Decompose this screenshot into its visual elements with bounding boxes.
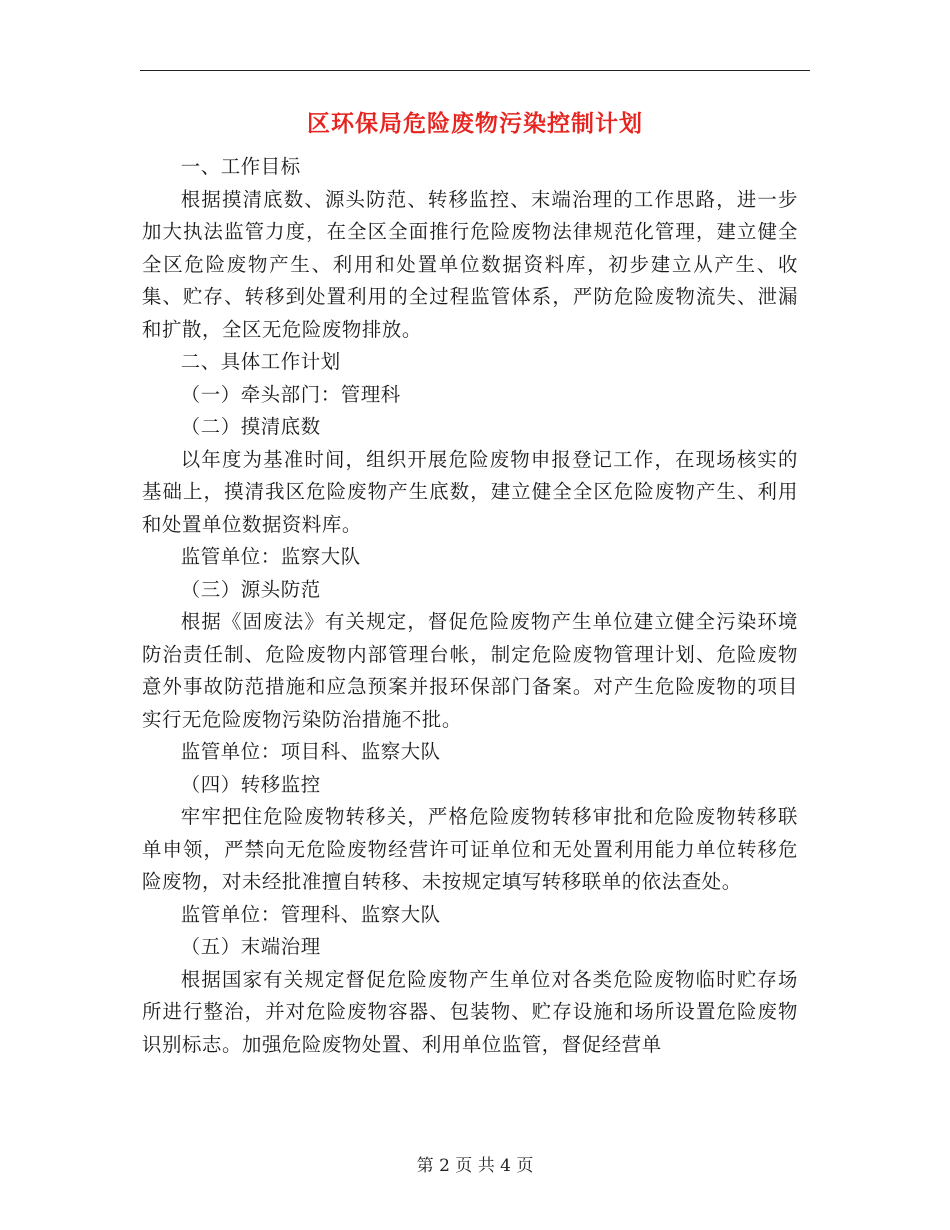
page-number-footer: 第 2 页 共 4 页 xyxy=(416,1156,534,1176)
body-paragraph: 根据摸清底数、源头防范、转移监控、末端治理的工作思路，进一步加大执法监管力度，在全区全面推行危险废物法律规范化管理，建立健全全区危险废物产生、利用和处置单位数据资料库，初步建立从产生、收集、贮存、转移到处置利用的全过程监管体系，严防危险废物流失、泄漏和扩散，全区无危险废物排放。 xyxy=(142,187,798,341)
section-heading-plan: 二、具体工作计划 xyxy=(180,350,341,373)
subsection-lead-department: （一）牵头部门：管理科 xyxy=(180,382,401,406)
body-paragraph: 以年度为基准时间，组织开展危险废物申报登记工作，在现场核实的基础上，摸清我区危险废物产生底数，建立健全全区危险废物产生、利用和处置单位数据资料库。 xyxy=(142,447,798,536)
subsection-heading: （四）转移监控 xyxy=(180,772,321,796)
subsection-heading: （二）摸清底数 xyxy=(180,415,321,438)
supervising-unit: 监管单位：管理科、监察大队 xyxy=(180,902,441,926)
body-paragraph: 根据国家有关规定督促危险废物产生单位对各类危险废物临时贮存场所进行整治，并对危险废物容器、包装物、贮存设施和场所设置危险废物识别标志。加强危险废物处置、利用单位监管，督促经营单 xyxy=(142,967,798,1056)
header-rule xyxy=(140,70,810,71)
supervising-unit: 监管单位：项目科、监察大队 xyxy=(180,740,441,763)
body-paragraph: 牢牢把住危险废物转移关，严格危险废物转移审批和危险废物转移联单申领，严禁向无危险废物经营许可证单位和无处置利用能力单位转移危险废物，对未经批准擅自转移、未按规定填写转移联单的依法查处。 xyxy=(142,805,798,893)
subsection-heading: （五）末端治理 xyxy=(180,935,321,958)
supervising-unit: 监管单位：监察大队 xyxy=(180,545,361,568)
subsection-heading: （三）源头防范 xyxy=(180,577,321,601)
document-title: 区环保局危险废物污染控制计划 xyxy=(307,110,643,137)
body-paragraph: 根据《固废法》有关规定，督促危险废物产生单位建立健全污染环境防治责任制、危险废物内部管理台帐，制定危险废物管理计划、危险废物意外事故防范措施和应急预案并报环保部门备案。对产生危险废物的项目实行无危险废物污染防治措施不批。 xyxy=(142,610,798,731)
section-heading-goals: 一、工作目标 xyxy=(180,155,301,178)
document-body xyxy=(142,151,798,1061)
